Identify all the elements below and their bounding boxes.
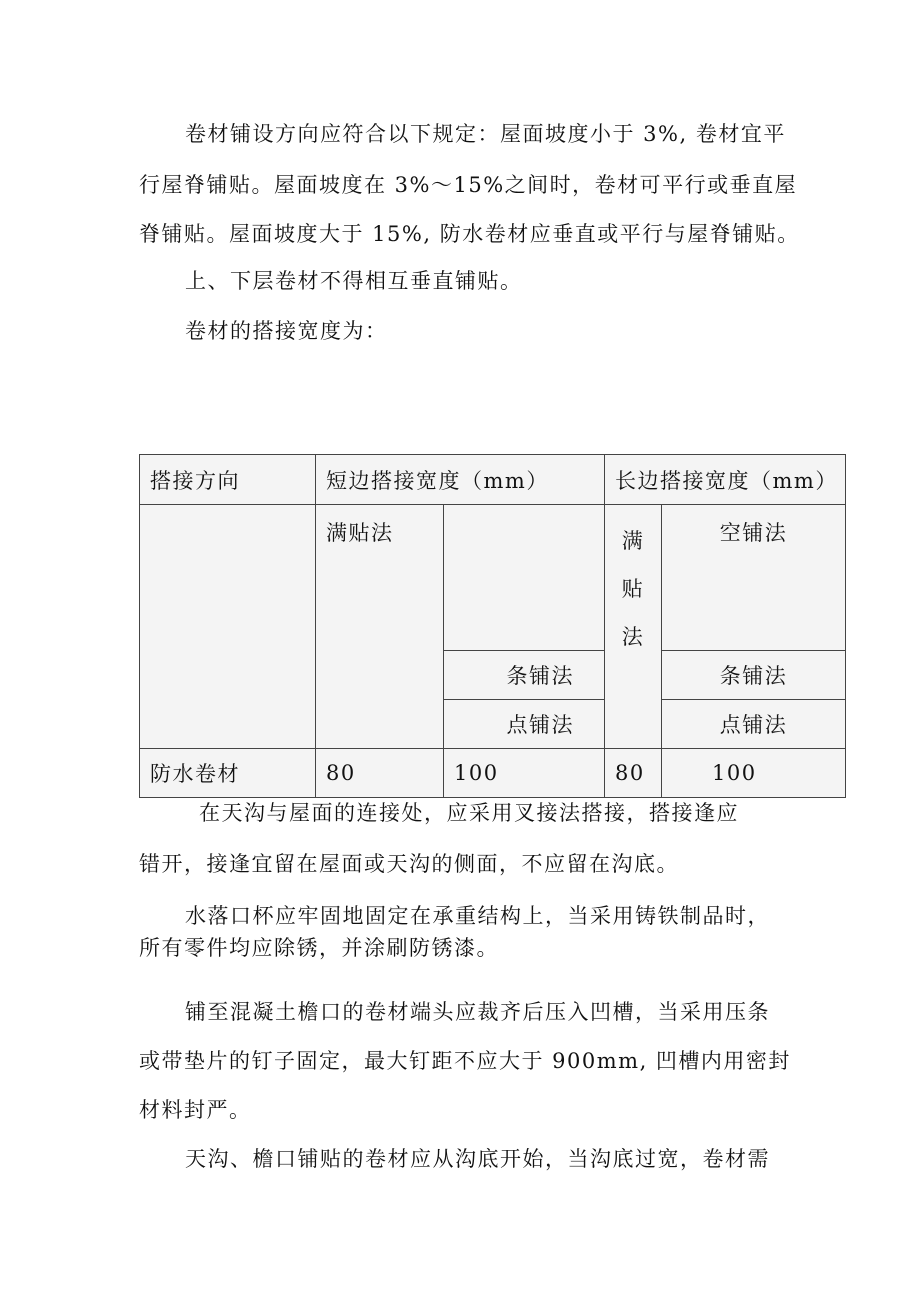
text-line: 水落口杯应牢固地固定在承重结构上，当采用铸铁制品时， [185,904,770,928]
text-line: 或带垫片的钉子固定，最大钉距不应大于 900mm, 凹槽内用密封 [139,1049,791,1073]
short-spot-laying-label: 点铺法 [444,700,605,749]
long-spot-laying-label: 点铺法 [662,700,846,749]
text-line: 卷材的搭接宽度为： [185,319,388,343]
text-line: 天沟、檐口铺贴的卷材应从沟底开始，当沟底过宽，卷材需 [185,1147,770,1171]
header-short-edge-width: 短边搭接宽度（mm） [316,455,605,505]
empty-cell [140,505,316,749]
overlap-width-table [139,454,846,798]
value-long-empty: 100 [662,749,846,798]
value-long-full: 80 [605,749,662,798]
header-long-edge-width: 长边搭接宽度（mm） [605,455,846,505]
text-line: 在天沟与屋面的连接处，应采用叉接法搭接，搭接逢应 [199,801,739,825]
text-line: 所有零件均应除锈，并涂刷防锈漆。 [139,936,499,960]
short-full-adhesion-label: 满贴法 [316,505,444,749]
text-line: 脊铺贴。屋面坡度大于 15%, 防水卷材应垂直或平行与屋脊铺贴。 [139,222,800,246]
long-empty-laying-label: 空铺法 [662,505,846,651]
short-strip-laying-label: 条铺法 [444,651,605,700]
row-label-waterproof-membrane: 防水卷材 [140,749,316,798]
overlap-width-table-wrapper [139,454,845,797]
text-line: 铺至混凝土檐口的卷材端头应裁齐后压入凹槽，当采用压条 [185,1000,770,1024]
value-short-full: 80 [316,749,444,798]
header-overlap-direction: 搭接方向 [140,455,316,505]
text-line: 材料封严。 [139,1098,252,1122]
text-line: 行屋脊铺贴。屋面坡度在 3%～15%之间时，卷材可平行或垂直屋 [139,173,798,197]
value-short-empty: 100 [444,749,605,798]
text-line: 上、下层卷材不得相互垂直铺贴。 [185,269,523,293]
long-strip-laying-label: 条铺法 [662,651,846,700]
text-line: 错开，接逢宜留在屋面或天沟的侧面，不应留在沟底。 [139,852,679,876]
text-line: 卷材铺设方向应符合以下规定：屋面坡度小于 3%, 卷材宜平 [185,122,786,146]
empty-cell [444,505,605,651]
long-full-adhesion-label: 满贴法 [605,505,662,749]
